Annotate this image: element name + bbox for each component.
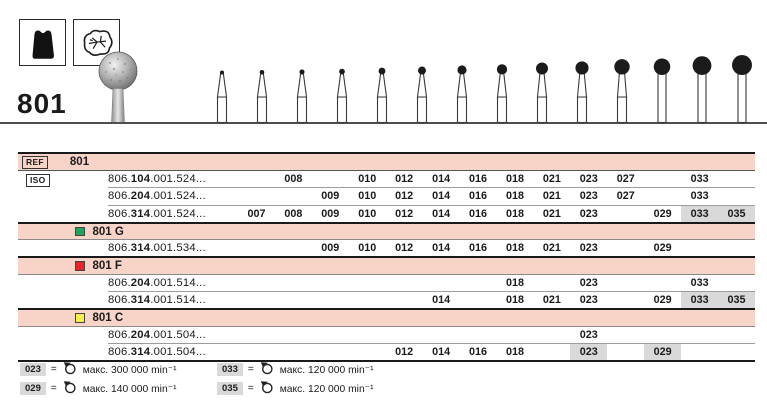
size-cell-012 [386,292,423,308]
bur-illustration-009 [289,47,315,128]
size-cell-014 [423,327,460,343]
size-cell-033 [681,327,718,343]
size-cell-010: 010 [358,207,377,220]
size-cell-010 [349,327,386,343]
bur-illustration-033 [689,47,715,128]
section-header-801-c [18,310,755,327]
legend-speed-text: макс. 140 000 min⁻¹ [82,383,177,395]
size-cell-009 [312,292,349,308]
bur-illustration-007 [209,47,235,128]
size-cell-021 [533,344,570,360]
legend-size-chip: 033 [217,363,243,376]
size-cell-007 [238,188,275,204]
size-cell-016: 016 [469,173,488,186]
size-cell-014: 014 [432,242,451,255]
green-square-icon [75,227,85,237]
size-cell-010: 010 [358,242,377,255]
ref-row [18,152,755,171]
size-cell-016: 016 [469,346,488,358]
iso-tag: ISO [26,174,50,187]
size-cell-014 [423,275,460,291]
product-table [18,152,755,362]
table-body [18,171,755,362]
size-cell-023: 023 [579,190,598,203]
bur-illustration-035 [729,47,755,128]
iso-code: 806.204.001.524... [108,190,206,203]
equals-sign: = [50,364,57,375]
size-cell-008: 008 [284,173,303,186]
size-cell-007: 007 [247,207,266,220]
size-cell-009 [312,275,349,291]
size-cell-029: 029 [653,207,672,220]
product-number: 801 [17,88,67,119]
size-cell-009 [312,344,349,360]
size-cell-029 [644,327,681,343]
bur-illustration-016 [449,47,475,128]
size-cell-027 [607,240,644,256]
size-cell-018: 018 [505,190,524,203]
size-cell-021: 021 [542,190,561,203]
size-cell-012: 012 [395,242,414,255]
size-cell-033 [681,240,718,256]
ref-product-number: 801 [69,156,90,169]
iso-group-2 [18,275,755,310]
size-cell-023: 023 [579,242,598,255]
size-cell-023: 023 [579,276,598,289]
size-cell-029: 029 [644,344,681,360]
iso-code: 806.314.001.504... [108,346,206,359]
bur-illustration-010 [329,47,355,128]
iso-code: 806.314.001.514... [108,294,206,307]
section-label: 801 G [92,225,124,238]
size-cell-033: 033 [690,173,709,186]
legend-item-029 [20,380,177,397]
size-cell-007 [238,240,275,256]
iso-code: 806.314.001.534... [108,242,206,255]
size-cell-012: 012 [395,190,414,203]
bur-illustration-027 [609,47,635,128]
size-cell-023: 023 [579,207,598,220]
table-row [108,206,755,222]
bur-illustration-014 [409,47,435,128]
bur-illustration-029 [649,47,675,128]
legend-item-035 [217,380,374,397]
legend-item-023 [20,361,177,378]
table-row [108,275,755,292]
size-cell-021: 021 [542,242,561,255]
table-row [108,188,755,205]
size-cell-023: 023 [579,294,598,307]
size-cell-014: 014 [432,294,451,307]
iso-code: 806.204.001.504... [108,328,206,341]
yellow-square-icon [75,313,85,323]
size-cell-033: 033 [681,292,718,308]
section-label: 801 F [92,260,122,273]
size-cell-012: 012 [395,346,414,358]
iso-code: 806.104.001.524... [108,173,206,186]
rotation-speed-icon [62,380,78,397]
size-cell-027 [607,292,644,308]
size-cell-010 [349,344,386,360]
size-cell-012 [386,327,423,343]
legend-size-chip: 035 [217,382,243,395]
iso-code: 806.204.001.514... [108,277,206,290]
bur-illustration-023 [569,47,595,128]
size-cell-009: 009 [321,190,340,203]
size-cell-008 [275,344,312,360]
size-cell-033: 033 [690,190,709,203]
size-cell-012: 012 [395,173,414,186]
legend-speed-text: макс. 120 000 min⁻¹ [279,383,374,395]
size-cell-021: 021 [542,173,561,186]
size-cell-023: 023 [570,344,607,360]
section-label: 801 C [92,312,124,325]
iso-code: 806.314.001.524... [108,207,206,220]
legend-speed-text: макс. 120 000 min⁻¹ [279,364,374,376]
size-cell-027 [607,275,644,291]
size-cell-035: 035 [718,292,755,308]
size-cell-008 [275,327,312,343]
size-cell-008: 008 [284,207,303,220]
size-cell-016 [460,275,497,291]
rotation-speed-icon [259,361,275,378]
table-row [108,171,755,188]
rotation-speed-icon [259,380,275,397]
size-cell-016: 016 [469,190,488,203]
bur-illustration-012 [369,47,395,128]
size-cell-033 [681,344,718,360]
bur-illustration-021 [529,47,555,128]
size-cell-010 [349,292,386,308]
size-cell-027 [607,344,644,360]
size-cell-035 [718,327,755,343]
size-cell-018: 018 [505,276,524,289]
size-cell-029 [644,171,681,187]
size-cell-018 [496,327,533,343]
size-cell-018: 018 [505,173,524,186]
size-cell-027 [607,327,644,343]
table-row [108,292,755,308]
legend-size-chip: 023 [20,363,46,376]
size-cell-007 [238,344,275,360]
size-cell-014: 014 [432,173,451,186]
bur-illustration-008 [249,47,275,128]
legend-item-033 [217,361,374,378]
size-cell-012 [386,275,423,291]
section-header-801-f [18,258,755,275]
equals-sign: = [247,383,254,394]
size-cell-010 [349,275,386,291]
table-row [108,327,755,344]
size-cell-021 [533,275,570,291]
size-cell-035: 035 [718,206,755,222]
size-cell-018: 018 [505,294,524,307]
size-cell-009 [312,171,349,187]
size-cell-021: 021 [542,294,561,307]
size-cell-008 [275,240,312,256]
size-cell-009: 009 [321,242,340,255]
size-cell-035 [718,171,755,187]
size-cell-016: 016 [469,242,488,255]
legend-size-chip: 029 [20,382,46,395]
size-cell-021: 021 [542,207,561,220]
size-cell-018: 018 [505,207,524,220]
size-cell-014: 014 [432,190,451,203]
size-cell-010: 010 [358,173,377,186]
size-cell-033: 033 [681,206,718,222]
iso-group-0 [18,171,755,224]
size-cell-018: 018 [505,346,524,358]
section-header-801-g [18,224,755,241]
size-cell-023: 023 [579,328,598,341]
size-cell-029 [644,275,681,291]
iso-group-1 [18,240,755,258]
size-cell-014: 014 [432,207,451,220]
table-row [108,240,755,256]
crown-silhouette-icon [19,19,66,66]
size-cell-021 [533,327,570,343]
size-cell-016 [460,292,497,308]
bur-photo [92,50,144,124]
legend-speed-text: макс. 300 000 min⁻¹ [82,364,177,376]
size-cell-009: 009 [321,207,340,220]
iso-group-3 [18,327,755,362]
size-cell-014: 014 [432,346,451,358]
equals-sign: = [50,383,57,394]
size-cell-010: 010 [358,190,377,203]
size-cell-035 [718,344,755,360]
table-row [108,344,755,360]
red-square-icon [75,261,85,271]
size-cell-007 [238,171,275,187]
size-cell-027: 027 [616,190,635,203]
size-cell-027: 027 [616,173,635,186]
size-cell-035 [718,188,755,204]
size-cell-007 [238,327,275,343]
size-cell-008 [275,275,312,291]
size-cell-029: 029 [653,294,672,307]
size-cell-033: 033 [690,276,709,289]
equals-sign: = [247,364,254,375]
size-cell-016 [460,327,497,343]
size-cell-016: 016 [469,207,488,220]
size-cell-035 [718,240,755,256]
ref-tag: REF [22,156,48,169]
rotation-speed-icon [62,361,78,378]
size-cell-018: 018 [505,242,524,255]
size-cell-008 [275,188,312,204]
bur-illustration-018 [489,47,515,128]
size-cell-008 [275,292,312,308]
size-cell-035 [718,275,755,291]
size-cell-023: 023 [579,173,598,186]
size-cell-029 [644,188,681,204]
size-cell-029: 029 [653,242,672,255]
size-cell-012: 012 [395,207,414,220]
size-cell-007 [238,275,275,291]
size-cell-007 [238,292,275,308]
size-cell-009 [312,327,349,343]
size-cell-027 [607,206,644,222]
